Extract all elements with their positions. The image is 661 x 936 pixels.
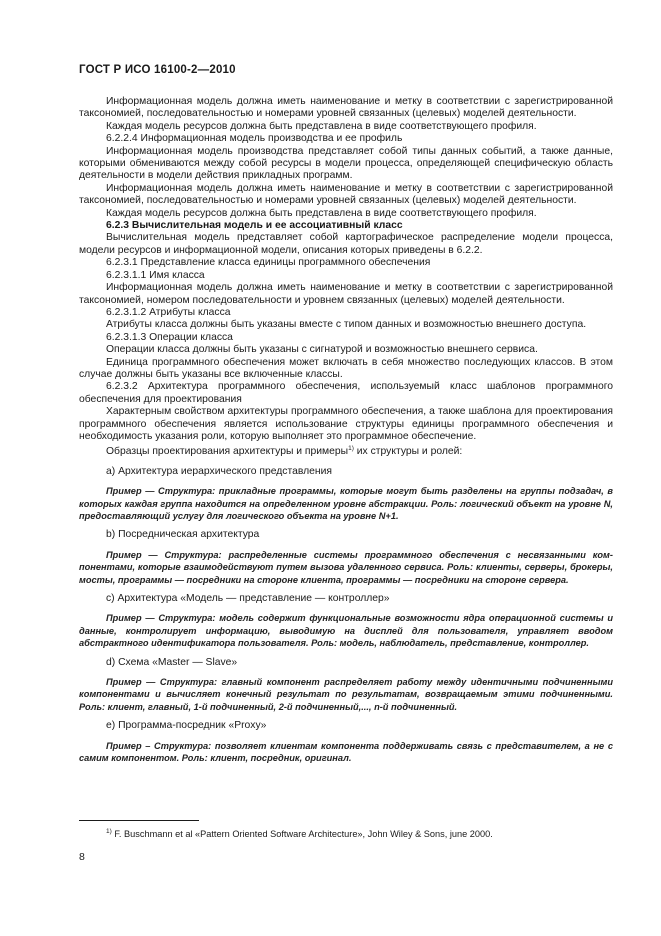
paragraph-text: Атрибуты класса должны быть указаны вместе с типом данных и возможностью внешнего доступа. — [106, 319, 587, 331]
paragraph-text: Операции класса должны быть указаны с сигнатурой и возможностью внешнего сервиса. — [106, 344, 538, 356]
spacer — [79, 542, 613, 549]
paragraph-text: 6.2.3.2 Архитектура программного обеспечения, используемый класс шаблонов программного обеспечения для проектирования — [79, 381, 613, 405]
paragraph-text: е) Программа-посредник «Proxy» — [106, 720, 267, 732]
paragraph-text: d) Схема «Master — Slave» — [106, 656, 238, 668]
paragraph-text: Каждая модель ресурсов должна быть представлена в виде соответствующего профиля. — [106, 120, 537, 132]
document-header: ГОСТ Р ИСО 16100-2—2010 — [79, 64, 236, 76]
spacer — [79, 522, 613, 529]
paragraph-text: Информационная модель должна иметь наименование и метку в соответствии с зарегистрированной таксономией, номером последовательности и уровнем связанных (целевых) моделей деятельности. — [79, 282, 613, 306]
paragraph-text: с) Архитектура «Модель — представление — контроллер» — [106, 593, 390, 605]
paragraph-text: Единица программного обеспечения может включать в себя множество последующих классов. В этом случае должны быть указаны все включенные классы. — [79, 356, 613, 380]
spacer — [79, 478, 613, 485]
paragraph-text: Информационная модель должна иметь наименование и метку в соответствии с зарегистрированной таксономией, последовательностью и номерами уровней связанных (целевых) моделей деятельности. — [79, 182, 613, 207]
footnote-rule — [79, 820, 199, 821]
footnote-text: F. Buschmann et al «Pattern Oriented Software Architecture», John Wiley & Sons, june 2000. — [114, 829, 493, 839]
paragraph-text: Информационная модель производства представляет собой типы данных событий, а также данные, которыми обмениваются между собой ресурсы в модели процесса, определяющей специфическую область деятельности в модели действия прикладных программ. — [79, 145, 613, 182]
spacer — [79, 586, 613, 593]
paragraph-text: b) Посредническая архитектура — [106, 529, 260, 541]
footnote-marker: 1) — [106, 828, 112, 835]
body-paragraph — [79, 208, 613, 220]
body-paragraph — [79, 96, 613, 121]
paragraph-text: Пример — Структура: распределенные системы программного обеспечения с несвязанными компонентами, которые взаимодействуют путем вызова удаленного сервиса. Роль: клиенты, серверы, брокеры, мосты, программы — посредники на стороне клиента, программы — посредники на стороне сервера. — [79, 549, 613, 585]
paragraph-text: 6.2.3.1.1 Имя класса — [106, 269, 205, 281]
paragraph-text: 6.2.3.1 Представление класса единицы программного обеспечения — [106, 257, 431, 269]
body-paragraph — [79, 332, 613, 344]
body-paragraph — [79, 319, 613, 331]
body-paragraph — [79, 282, 613, 307]
example-paragraph — [79, 740, 613, 765]
paragraph-text: Вычислительная модель представляет собой картографическое распределение модели процесса, модели ресурсов и информационной модели, описания которых приведены в 6.2.2. — [79, 232, 613, 256]
list-item — [79, 593, 613, 605]
paragraph-text: 6.2.3.1.2 Атрибуты класса — [106, 306, 231, 318]
paragraph-text-tail: их структуры и ролей: — [353, 446, 463, 458]
paragraph-text: а) Архитектура иерархического представления — [106, 465, 332, 477]
list-item — [79, 657, 613, 669]
example-paragraph — [79, 612, 613, 649]
body-paragraph — [79, 146, 613, 183]
spacer — [79, 713, 613, 720]
document-body — [79, 96, 613, 765]
spacer — [79, 650, 613, 657]
paragraph-text: Пример — Структура: модель содержит функциональные возможности ядра операционной системы и данные, контролирует информацию, выводимую на дисплей для пользователя, управляет вводом абстрактного идентификатора пользователя. Роль: модель, наблюдатель, представление, контроллер. — [79, 613, 613, 649]
paragraph-text: Пример – Структура: позволяет клиентам компонента поддерживать связь с представителем, а не с самим компонентом. Роль: клиент, посредник, оригинал. — [79, 740, 613, 764]
body-paragraph — [79, 307, 613, 319]
body-paragraph — [79, 133, 613, 145]
body-paragraph — [79, 270, 613, 282]
body-paragraph — [79, 443, 613, 458]
section-heading — [79, 220, 613, 232]
paragraph-text: Информационная модель должна иметь наименование и метку в соответствии с зарегистрированной таксономией, последовательностью и номерами уровней связанных (целевых) моделей деятельности. — [79, 96, 613, 120]
list-item — [79, 720, 613, 732]
body-paragraph — [79, 183, 613, 208]
footnote — [106, 826, 493, 840]
body-paragraph — [79, 257, 613, 269]
paragraph-text: Каждая модель ресурсов должна быть представлена в виде соответствующего профиля. — [106, 207, 537, 219]
paragraph-text: Пример — Структура: прикладные программы, которые могут быть разделены на группы подзадач, в которых каждая группа находится на определенном уровне абстракции. Роль: логический объект на уровне N, предоставляющий услугу для логического объекта на уровне N+1. — [79, 486, 613, 521]
body-paragraph — [79, 357, 613, 382]
body-paragraph — [79, 121, 613, 133]
example-paragraph — [79, 485, 613, 522]
footnote-reference: 1) — [348, 445, 354, 453]
example-paragraph — [79, 549, 613, 586]
page-number: 8 — [79, 851, 85, 863]
example-paragraph — [79, 676, 613, 713]
paragraph-text: 6.2.3 Вычислительная модель и ее ассоциативный класс — [106, 220, 403, 232]
paragraph-text: Пример — Структура: главный компонент распределяет работу между идентичными подчиненными компонентами и вычисляет конечный результат по результатам, возвращаемым этими подчиненными. Роль: клиент, главный, 1-й подчиненный, 2-й подчиненный,..., n-й подчиненный. — [79, 677, 613, 712]
body-paragraph — [79, 232, 613, 257]
spacer — [79, 605, 613, 612]
paragraph-text: Образцы проектирования архитектуры и примеры — [106, 446, 349, 458]
body-paragraph — [79, 344, 613, 356]
list-item — [79, 466, 613, 478]
paragraph-text: 6.2.2.4 Информационная модель производства и ее профиль — [106, 133, 403, 145]
body-paragraph — [79, 381, 613, 406]
spacer — [79, 733, 613, 740]
paragraph-text: Характерным свойством архитектуры программного обеспечения, а также шаблона для проектирования программного обеспечения является использование структуры единицы программного обеспечения и необходимость указания роли, которую выполняет это программное обеспечение. — [79, 406, 613, 442]
spacer — [79, 459, 613, 466]
paragraph-text: 6.2.3.1.3 Операции класса — [106, 331, 233, 343]
list-item — [79, 529, 613, 541]
body-paragraph — [79, 406, 613, 443]
spacer — [79, 669, 613, 676]
